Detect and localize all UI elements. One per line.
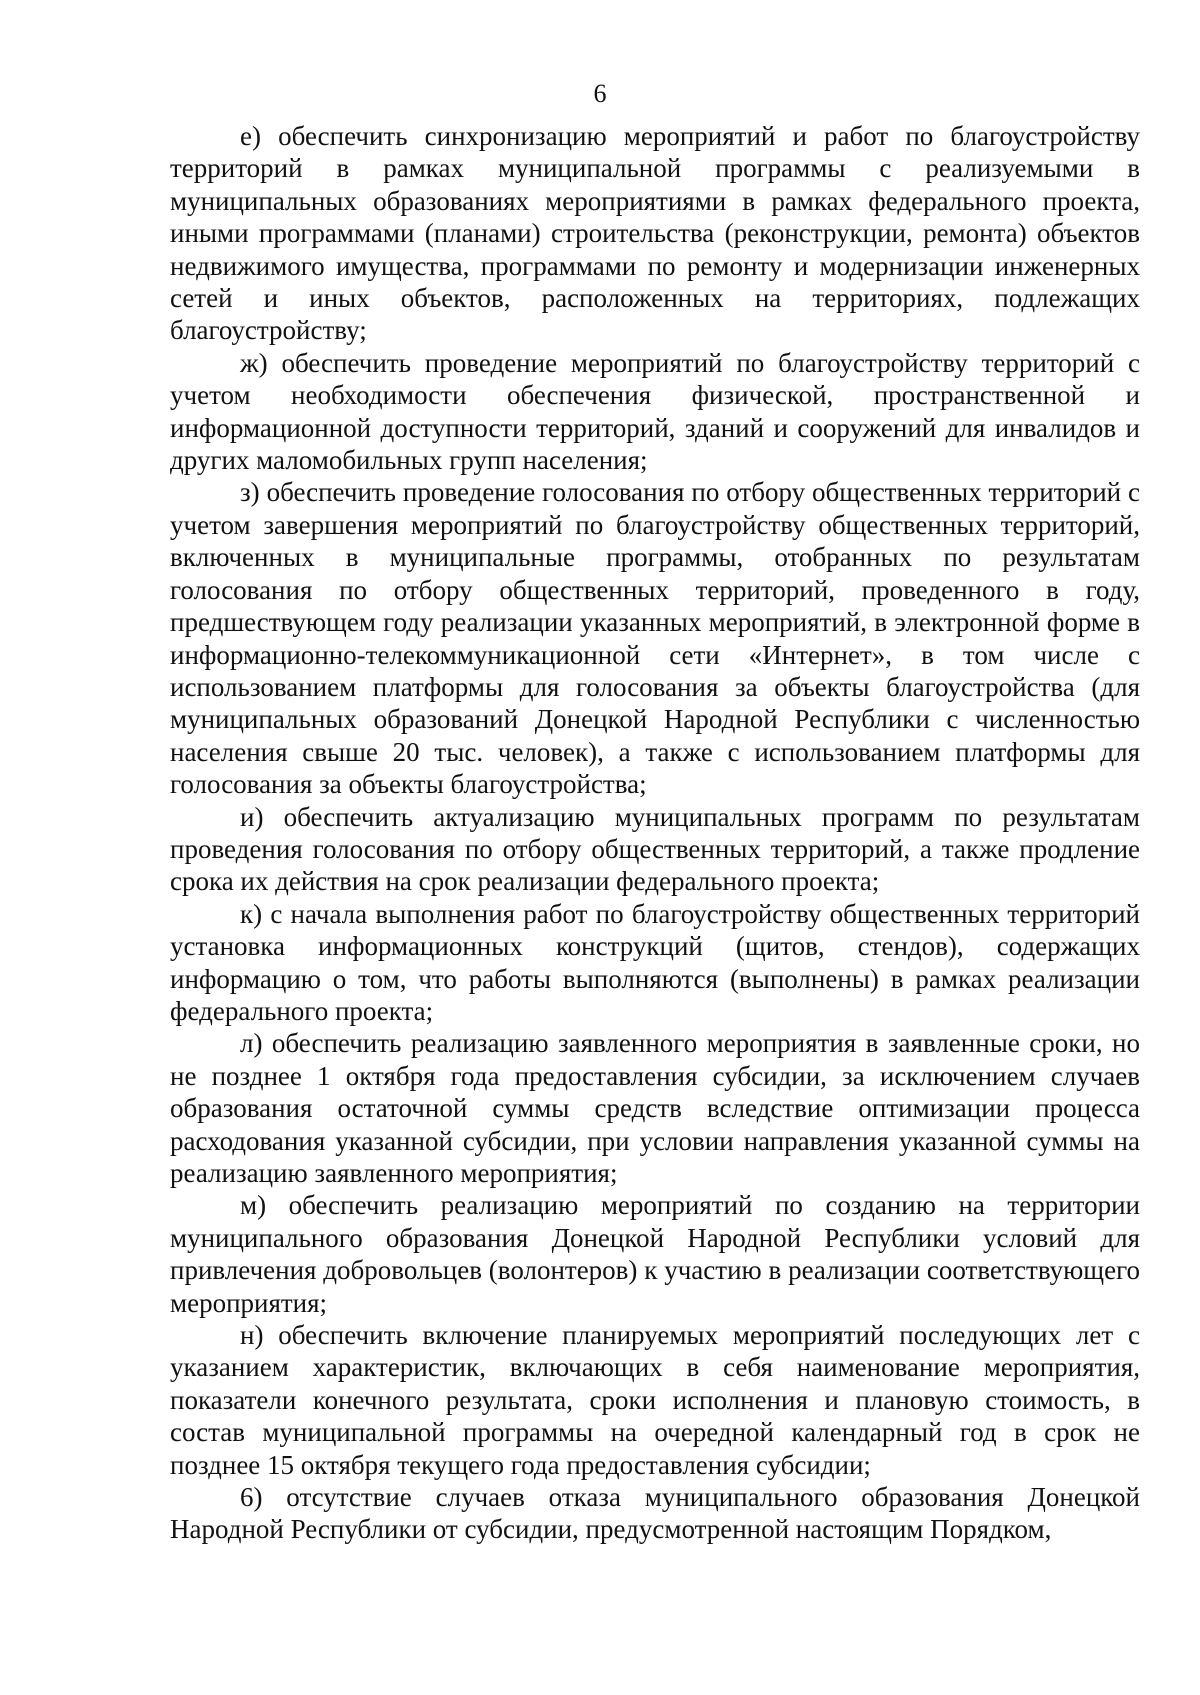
page-number: 6 <box>593 79 607 108</box>
paragraph-m: м) обеспечить реализацию мероприятий по созданию на территории муниципального образования Донецкой Народной Республики условий для привлечения добровольцев (волонтеров) к участию в реализации соответствующего мероприятия; <box>170 1190 1140 1318</box>
document-body <box>170 120 1140 1546</box>
paragraph-i: и) обеспечить актуализацию муниципальных программ по результатам проведения голосования по отбору общественных территорий, а также продление срока их действия на срок реализации федерального проекта; <box>170 801 1140 897</box>
paragraph-n: н) обеспечить включение планируемых мероприятий последующих лет с указанием характеристик, включающих в себя наименование мероприятия, показатели конечного результата, сроки исполнения и плановую стоимость, в состав муниципальной программы на очередной календарный год в срок не позднее 15 октября текущего года предоставления субсидии; <box>170 1320 1140 1480</box>
paragraph-z: з) обеспечить проведение голосования по отбору общественных территорий с учетом завершения мероприятий по благоустройству общественных территорий, включенных в муниципальные программы, отобранных по результатам голосования по отбору общественных территорий, проведенного в году, предшествующем году реализации указанных мероприятий, в электронной форме в информационно-телекоммуникационной сети «Интернет», в том числе с использованием платформы для голосования за объекты благоустройства (для муниципальных образований Донецкой Народной Республики с численностью населения свыше 20 тыс. человек), а также с использованием платформы для голосования за объекты благоустройства; <box>170 477 1140 800</box>
paragraph-e: е) обеспечить синхронизацию мероприятий и работ по благоустройству территорий в рамках муниципальной программы с реализуемыми в муниципальных образованиях мероприятиями в рамках федерального проекта, иными программами (планами) строительства (реконструкции, ремонта) объектов недвижимого имущества, программами по ремонту и модернизации инженерных сетей и иных объектов, расположенных на территориях, подлежащих благоустройству; <box>170 121 1140 346</box>
paragraph-l: л) обеспечить реализацию заявленного мероприятия в заявленные сроки, но не позднее 1 октября года предоставления субсидии, за исключением случаев образования остаточной суммы средств вследствие оптимизации процесса расходования указанной субсидии, при условии направления указанной суммы на реализацию заявленного мероприятия; <box>170 1028 1140 1188</box>
paragraph-6: 6) отсутствие случаев отказа муниципального образования Донецкой Народной Республики от субсидии, предусмотренной настоящим Порядком, <box>170 1482 1140 1545</box>
paragraph-zh: ж) обеспечить проведение мероприятий по благоустройству территорий с учетом необходимости обеспечения физической, пространственной и информационной доступности территорий, зданий и сооружений для инвалидов и других маломобильных групп населения; <box>170 347 1140 476</box>
paragraph-k: к) с начала выполнения работ по благоустройству общественных территорий установка информационных конструкций (щитов, стендов), содержащих информацию о том, что работы выполняются (выполнены) в рамках реализации федерального проекта; <box>170 898 1140 1026</box>
